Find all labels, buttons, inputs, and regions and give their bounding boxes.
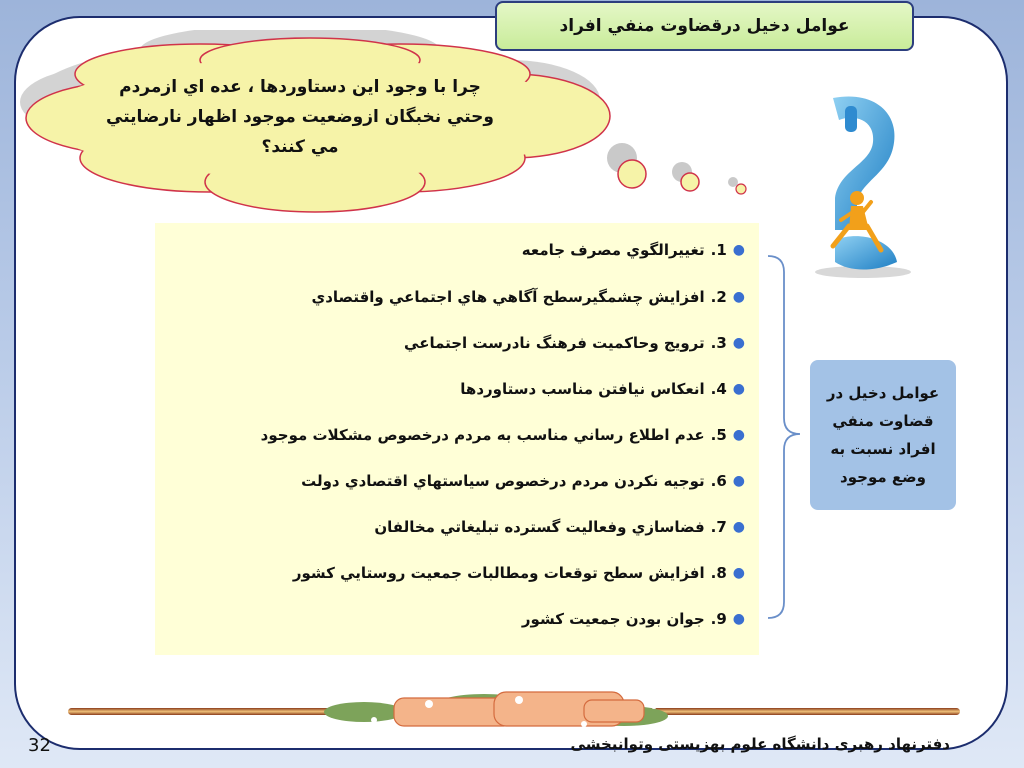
item-text: افزايش چشمگيرسطح آگاهي هاي اجتماعي واقتصادي — [311, 288, 705, 306]
bullet-icon: ● — [732, 242, 745, 258]
item-number: 4. — [710, 380, 727, 398]
question-text: چرا با وجود اين دستاوردها ، عده اي ازمردم وحتي نخبگان ازوضعيت موجود اظهار نارضايتي مي كنند؟ — [106, 77, 494, 157]
list-item — [301, 468, 745, 494]
side-label-box — [810, 360, 956, 510]
list-item — [311, 284, 745, 310]
item-text: انعكاس نيافتن مناسب دستاوردها — [460, 380, 705, 398]
item-text: عدم اطلاع رساني مناسب به مردم درخصوص مشكلات موجود — [260, 426, 705, 444]
item-number: 7. — [710, 518, 727, 536]
item-text: توجيه نكردن مردم درخصوص سياستهاي اقتصادي دولت — [301, 472, 705, 490]
list-item — [374, 514, 745, 540]
bullet-icon: ● — [732, 289, 745, 305]
item-number: 5. — [710, 426, 727, 444]
item-number: 6. — [710, 472, 727, 490]
item-text: تغييرالگوي مصرف جامعه — [521, 241, 705, 259]
item-number: 2. — [710, 288, 727, 306]
brace-icon — [766, 250, 806, 624]
side-label: عوامل دخيل در قضاوت منفي افراد نسبت به وضع موجود — [826, 384, 940, 486]
bullet-icon: ● — [732, 473, 745, 489]
list-item — [460, 376, 745, 402]
bullet-icon: ● — [732, 335, 745, 351]
item-text: فضاسازي وفعاليت گسترده تبليغاتي مخالفان — [374, 518, 705, 536]
item-number: 9. — [710, 610, 727, 628]
list-item — [522, 606, 745, 632]
bullet-icon: ● — [732, 565, 745, 581]
list-item — [293, 560, 745, 586]
item-number: 8. — [710, 564, 727, 582]
factors-list — [155, 223, 759, 655]
question-mark-figure-icon — [805, 90, 915, 280]
footer-text: دفترنهاد رهبری دانشگاه علوم بهزیستی وتوانبخشی — [570, 735, 950, 753]
item-number: 3. — [710, 334, 727, 352]
bullet-icon: ● — [732, 611, 745, 627]
list-item — [404, 330, 745, 356]
page-number: 32 — [28, 735, 51, 756]
bullet-icon: ● — [732, 381, 745, 397]
bullet-icon: ● — [732, 427, 745, 443]
item-text: جوان بودن جمعيت كشور — [521, 610, 705, 628]
item-text: ترويج وحاكميت فرهنگ نادرست اجتماعي — [404, 334, 705, 352]
slide-title: عوامل دخيل درقضاوت منفي افراد — [495, 1, 914, 51]
list-item — [522, 237, 745, 263]
item-number: 1. — [710, 241, 727, 259]
item-text: افزايش سطح توقعات ومطالبات جمعيت روستايي كشور — [292, 564, 705, 582]
bullet-icon: ● — [732, 519, 745, 535]
list-item — [261, 422, 745, 448]
flower-ornament-icon — [64, 686, 964, 736]
